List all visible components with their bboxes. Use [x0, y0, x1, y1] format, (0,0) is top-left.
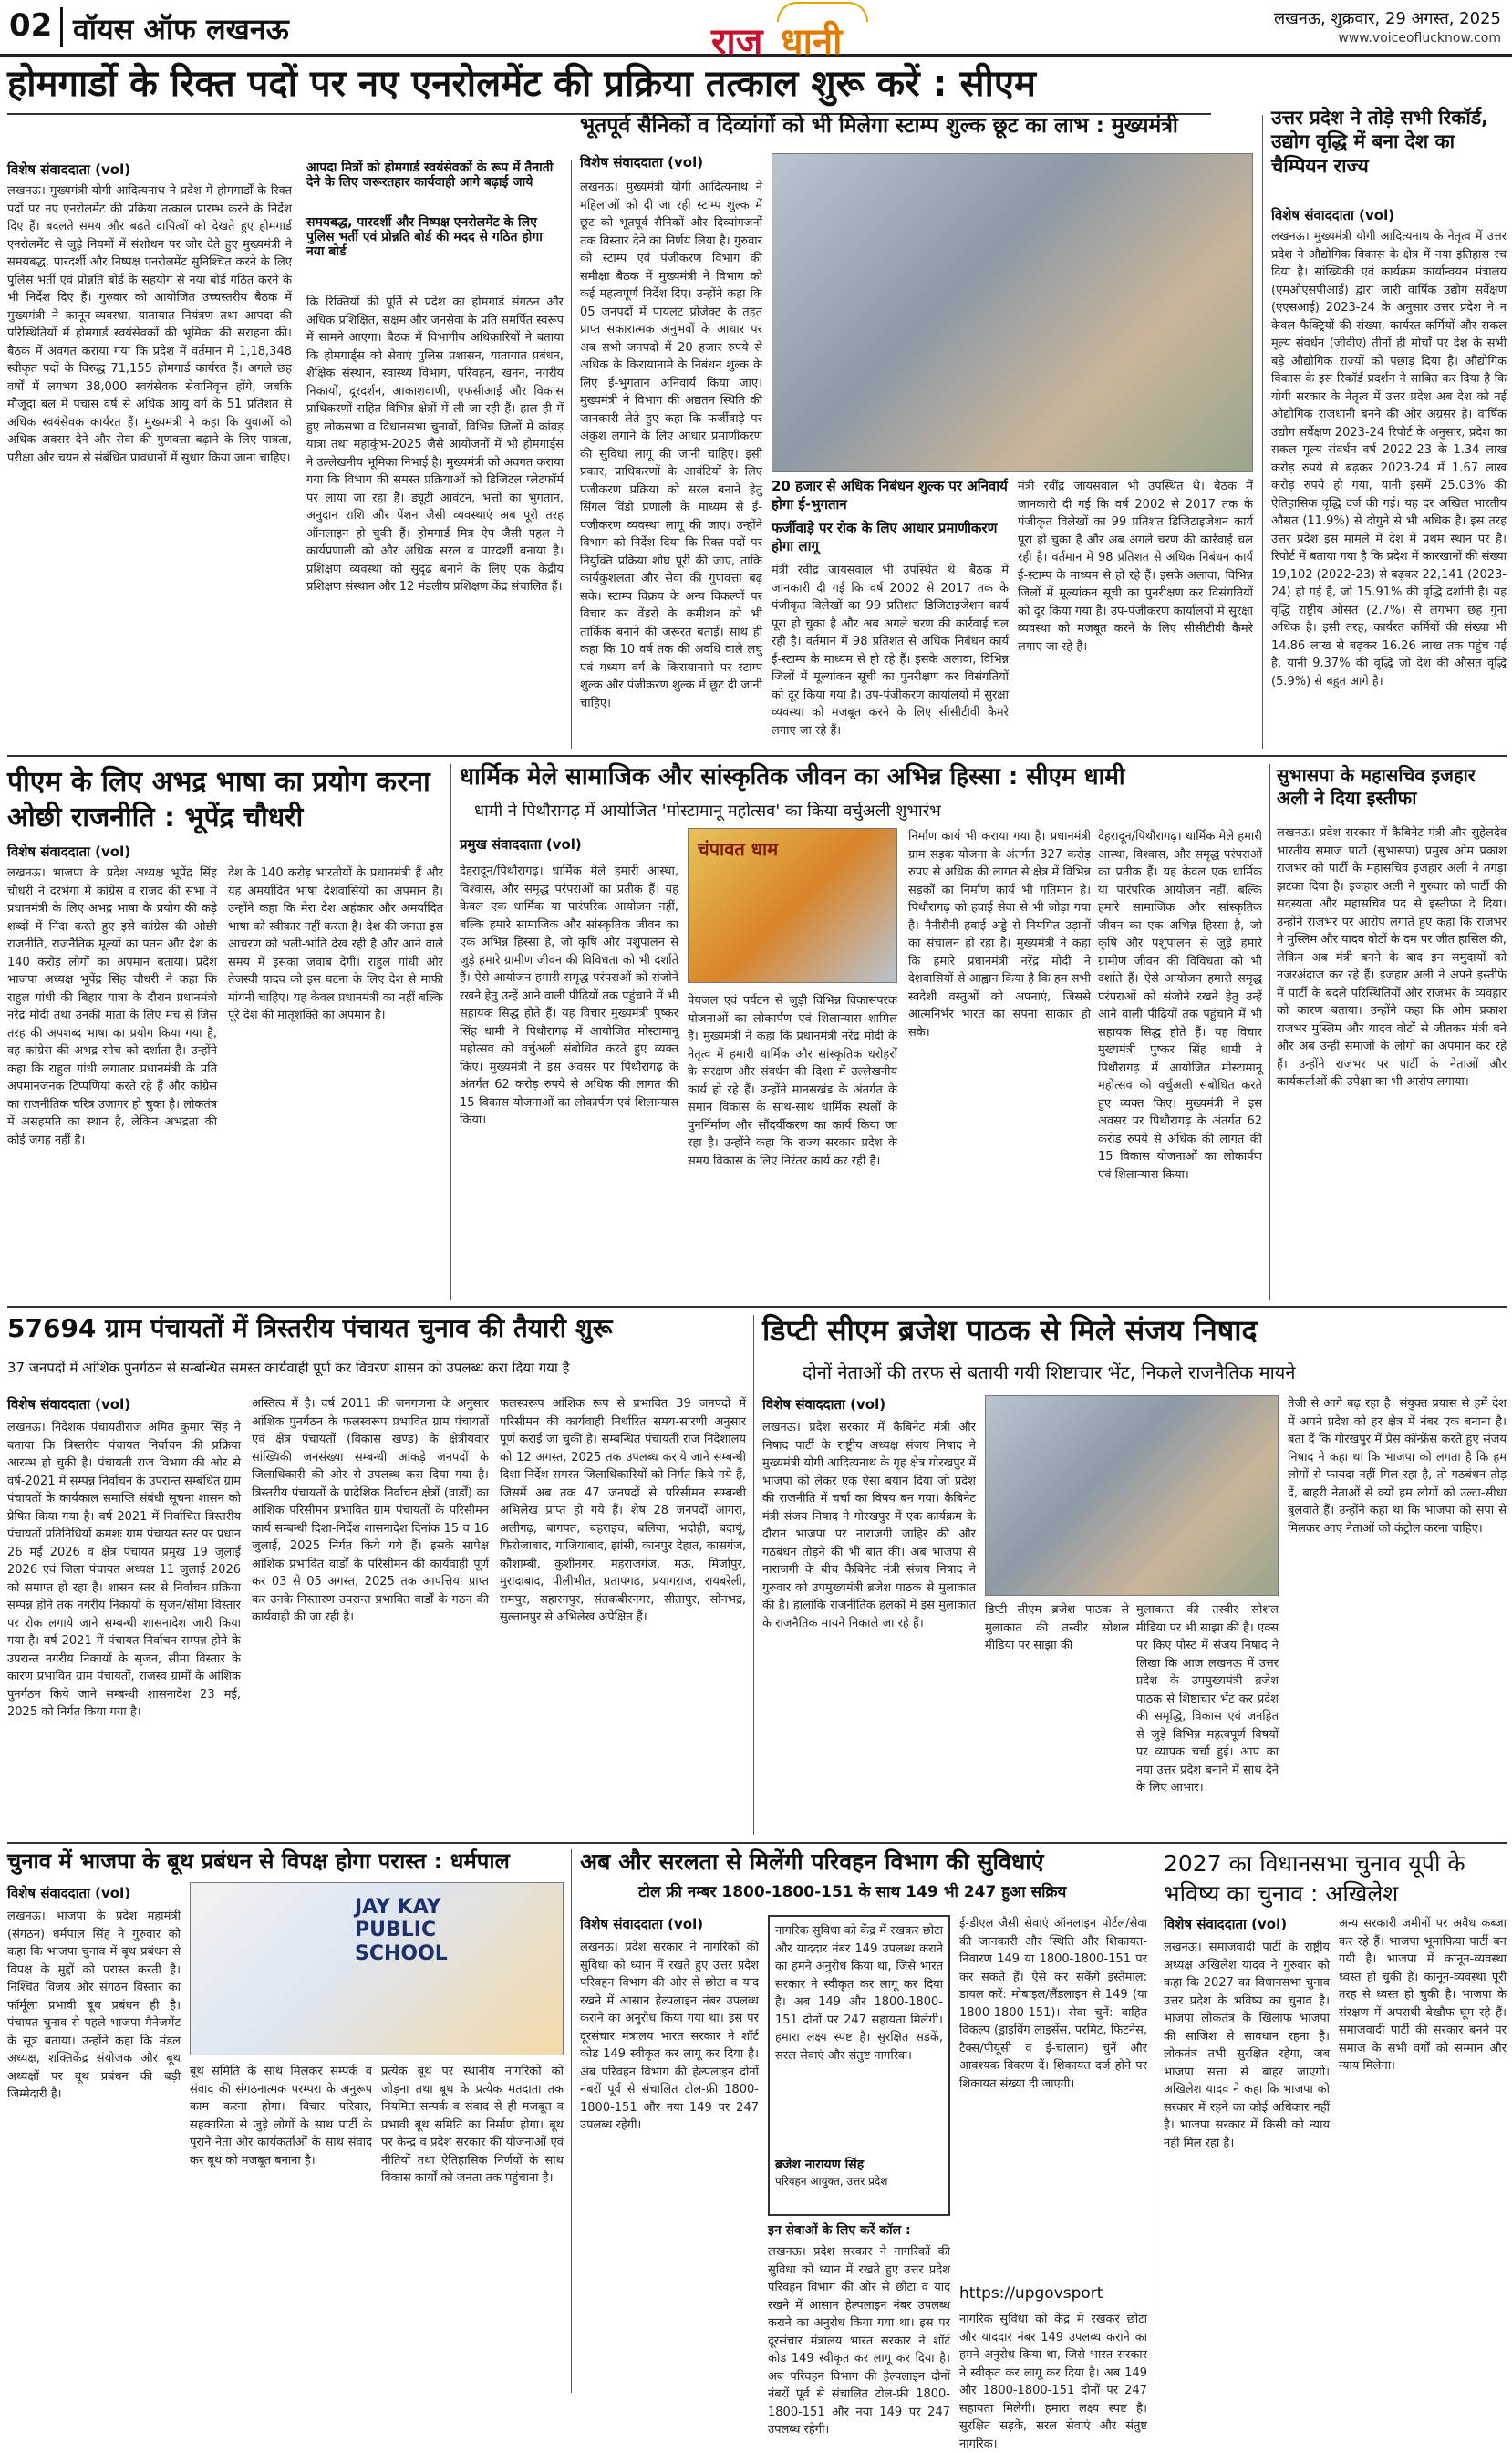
- story8-body: लखनऊ। प्रदेश सरकार में कैबिनेट मंत्री और निषाद पार्टी के राष्ट्रीय अध्यक्ष संजय निषाद ने मुख्यमंत्री योगी आदित्यनाथ के गृह क्षेत्र गोरखपुर में भाजपा को लेकर एक ऐसा बयान दिया जो प्रदेश की राजनीति में चर्चा का विषय बन गया। कैबिनेट मंत्री संजय निषाद ने गोरखपुर में एक कार्यक्रम के दौरान भाजपा पर नाराजगी जाहिर की और गठबंधन तोड़ने की भी बात की। अब भाजपा से नाराजगी के बीच कैबिनेट मंत्री संजय निषाद ने गुरुवार को उपमुख्यमंत्री ब्रजेश पाठक से मुलाकात की है। हालांकि राजनीतिक हलकों में इस मुलाकात के राजनैतिक मायने निकाले जा रहे हैं।: [762, 1421, 976, 1630]
- story11-body: लखनऊ। समाजवादी पार्टी के राष्ट्रीय अध्यक्ष अखिलेश यादव ने गुरुवार को कहा कि 2027 का विधानसभा चुनाव उत्तर प्रदेश के भविष्य का चुनाव है। भाजपा लोकतंत्र के खिलाफ भाजपा की साजिश से सावधान रहना है। लोकतंत्र तभी सुरक्षित रहेगा, जब भाजपा सत्ता से बाहर जाएगी। अखिलेश यादव ने कहा कि भाजपा को सरकार में रहने का कोई अधिकार नहीं है। भाजपा सरकार में किसी को न्याय नहीं मिल रहा है।: [1164, 1941, 1330, 2150]
- story6-headline: सुभासपा के महासचिव इजहार अली ने दिया इस्तीफा: [1277, 764, 1476, 809]
- page-number: 02: [9, 7, 53, 44]
- story1-highlight-2: समयबद्ध, पारदर्शी और निष्पक्ष एनरोलमेंट के लिए पुलिस भर्ती एवं प्रोन्नति बोर्ड की मदद से गठित होगा नया बोर्ड: [306, 215, 543, 260]
- divider: [7, 755, 1507, 757]
- portal-link[interactable]: https://upgovsport: [959, 2284, 1103, 2303]
- quote-signature-role: परिवहन आयुक्त, उत्तर प्रदेश: [775, 2175, 888, 2188]
- website-link[interactable]: www.voiceoflucknow.com: [1338, 31, 1501, 46]
- story8-headline: डिप्टी सीएम ब्रजेश पाठक से मिले संजय निषाद: [762, 1313, 1258, 1348]
- story1-byline: विशेष संवाददाता (vol): [7, 161, 131, 178]
- dhami-photo: [688, 828, 897, 983]
- story1-body-cont: कि रिक्तियों की पूर्ति से प्रदेश का होमगार्ड संगठन और अधिक प्रशिक्षित, सक्षम और जनसेवा के प्रति समर्पित स्वरूप में सामने आएगा। बैठक में विभागीय अधिकारियों ने बताया कि होमगार्ड्स को सेवाएं पुलिस प्रशासन, यातायात प्रबंधन, शैक्षिक संस्थान, स्वास्थ्य विभाग, परिवहन, खनन, नगरीय निकायों, दूरदर्शन, आकाशवाणी, एफसीआई और विकास प्राधिकरणों सहित विभिन्न क्षेत्रों में ली जा रही हैं। हाल ही में हुए लोकसभा व विधानसभा चुनावों, विभिन्न जिलों में कांवड़ यात्रा तथा महाकुंभ-2025 जैसे आयोजनों में भी होमगार्ड्स ने उल्लेखनीय भूमिका निभाई है। मुख्यमंत्री को अवगत कराया गया कि विभाग की समस्त प्रक्रियाओं को डिजिटल प्लेटफॉर्म पर लाया जा रहा है। ड्यूटी आवंटन, भत्तों का भुगतान, अनुदान राशि और पेंशन जैसी व्यवस्थाएं अब पूरी तरह ऑनलाइन हो चुकी हैं। होमगार्ड मित्र ऐप जैसी पहल ने कार्यप्रणाली को और अधिक सरल व पारदर्शी बनाया है। प्रशिक्षण व्यवस्था को सुदृढ़ बनाने के लिए एक केंद्रीय प्रशिक्षण संस्थान और 12 मंडलीय प्रशिक्षण केंद्र संचालित हैं।: [306, 295, 564, 594]
- logo-text-2: धानी: [781, 20, 843, 63]
- event-photo: [190, 1882, 564, 2055]
- story9-body-cont-2: प्रत्येक बूथ पर स्थानीय नागरिकों को जोड़ना तथा बूथ के प्रत्येक मतदाता तक नियमित सम्पर्क व संवाद से ही मजबूत व प्रभावी बूथ समिति का निर्माण होगा। बूथ पर केन्द्र व प्रदेश सरकार की योजनाओं एवं नीतियों तथा ऐतिहासिक निर्णयों के साथ विकास कार्यों को जनता तक पहुंचाना है।: [381, 2065, 564, 2185]
- story4-byline: विशेष संवाददाता (vol): [7, 844, 131, 860]
- newspaper-logo: [693, 2, 875, 63]
- school-banner-text: JAY KAY PUBLIC SCHOOL: [355, 1896, 448, 1965]
- story5-body-cont: पेयजल एवं पर्यटन से जुड़ी विभिन्न विकासपरक योजनाओं का लोकार्पण एवं शिलान्यास शामिल हैं। मुख्यमंत्री ने कहा कि प्रधानमंत्री नरेंद्र मोदी के नेतृत्व में हमारी धार्मिक और सांस्कृतिक धरोहरों के संरक्षण और संवर्धन की दिशा में उल्लेखनीय कार्य हो रहे हैं। उन्होंने मानसखंड के अंतर्गत के समान विकास के साथ-साथ धार्मिक स्थलों के पुनर्निर्माण और सौंदर्यीकरण का कार्य किया जा रहा है। उन्होंने कहा कि राज्य सरकार प्रदेश के समग्र विकास के लिए निरंतर कार्य कर रही है।: [688, 994, 897, 1168]
- story2-caption-2: फर्जीवाड़े पर रोक के लिए आधार प्रमाणीकरण होगा लागू: [772, 520, 1009, 555]
- story7-headline: 57694 ग्राम पंचायतों में त्रिस्तरीय पंचायत चुनाव की तैयारी शुरू: [7, 1313, 613, 1343]
- story5-body-cont-3: देहरादून/पिथौरागढ़। धार्मिक मेले हमारी आस्था, विश्वास, और समृद्ध परंपराओं का प्रतीक हैं। यह केवल एक धार्मिक या पारंपरिक आयोजन नहीं, बल्कि हमारे सामाजिक और सांस्कृतिक जीवन का एक अभिन्न हिस्सा है, जो कृषि और पशुपालन से जुड़े हमारे ग्रामीण जीवन की विविधता को भी दर्शाते हैं। ऐसे आयोजन हमारी समृद्ध परंपराओं को संजोने रखने हेतु उन्हें आने वाली पीढ़ियों तक पहुंचाने में भी सहायक सिद्ध होते हैं। यह विचार मुख्यमंत्री पुष्कर सिंह धामी ने पिथौरागढ़ में आयोजित मोस्टामानू महोत्सव को वर्चुअली संबोधित करते हुए व्यक्त किए। मुख्यमंत्री ने इस अवसर पर पिथौरागढ़ के अंतर्गत 62 करोड़ रुपये से अधिक की लागत की 15 विकास योजनाओं का लोकार्पण एवं शिलान्यास किया।: [1098, 830, 1262, 1182]
- story8-byline: विशेष संवाददाता (vol): [762, 1396, 886, 1413]
- story2-body: लखनऊ। मुख्यमंत्री योगी आदित्यनाथ ने महिलाओं को दी जा रही स्टाम्प शुल्क में छूट को भूतपूर्व सैनिकों और दिव्यांगजनों तक विस्तार देने का निर्णय लिया है। गुरुवार को स्टाम्प एवं पंजीकरण विभाग की समीक्षा बैठक में मुख्यमंत्री ने विभाग को कई महत्वपूर्ण निर्देश दिए। उन्होंने कहा कि 05 जनपदों में पायलट प्रोजेक्ट के तहत प्राप्त सकारात्मक अनुभवों के आधार पर अब सभी जनपदों में 20 हजार रुपये से अधिक के किरायानामे के निबंधन शुल्क के लिए ई-भुगतान अनिवार्य किया जाए। मुख्यमंत्री ने विभाग की अद्यतन स्थिति की जानकारी लेते हुए कहा कि फर्जीवाड़े पर अंकुश लगाने के लिए आधार प्रमाणीकरण की सुविधा लागू की जानी चाहिए। इसी प्रकार, प्राधिकरणों के आवंटियों के लिए पंजीकरण प्रक्रिया को सरल बनाने हेतु सिंगल विंडो प्रणाली के माध्यम से ई-पंजीकरण व्यवस्था लागू की जाए। उन्होंने विभाग को निर्देश दिया कि रिक्त पदों पर नियुक्ति प्रक्रिया शीघ्र पूरी की जाए, ताकि कार्यकुशलता और सेवा की गुणवत्ता बढ़ सके। स्टाम्प विक्रय के अन्य विकल्पों पर विचार कर वेंडरों के कमीशन को भी तार्किक बनाने की जरूरत बताई। साथ ही कहा कि 10 वर्ष तक की अवधि वाले लघु एवं मध्यम वर्ग के किरायानामे पर स्टाम्प शुल्क और पंजीकरण शुल्क में छूट दी जानी चाहिए।: [580, 181, 762, 710]
- story5-subhead: धामी ने पिथौरागढ़ में आयोजित 'मोस्टामानू महोत्सव' का किया वर्चुअली शुभारंभ: [474, 802, 941, 821]
- quote-text: नागरिक सुविधा को केंद्र में रखकर छोटा और याददार नंबर 149 उपलब्ध कराने का हमने अनुरोध किया था, जिसे भारत सरकार ने स्वीकृत कर लागू कर दिया है। अब 149 और 1800-1800-151 दोनों पर 247 सहायता मिलेगी। हमारा लक्ष्य स्पष्ट है। सुरक्षित सड़कें, सरल सेवाएं और संतुष्ट नागरिक।: [775, 1924, 943, 2063]
- story9-body: लखनऊ। भाजपा के प्रदेश महामंत्री (संगठन) धर्मपाल सिंह ने गुरुवार को कहा कि भाजपा चुनाव में बूथ प्रबंधन से विपक्ष के मुद्दों को परास्त करती है। निश्चित विजय और संगठन विस्तार का फॉर्मूला प्रभावी बूथ प्रबंधन ही है। पंचायत चुनाव से पहले भाजपा मैनेजमेंट के सूत्र बताया। उन्होंने कहा कि मंडल अध्यक्ष, शक्तिकेंद्र संयोजक और बूथ अध्यक्षों पर बूथ प्रबंधन की बड़ी जिम्मेदारी है।: [7, 1910, 181, 2101]
- meeting-photo: [772, 153, 1253, 472]
- story10-body: लखनऊ। प्रदेश सरकार ने नागरिकों की सुविधा को ध्यान में रखते हुए उत्तर प्रदेश परिवहन विभाग की ओर से छोटा व याद रखने में आसान हेल्पलाइन नंबर उपलब्ध कराने का अनुरोध किया गया था। इस पर दूरसंचार मंत्रालय भारत सरकार ने शॉर्ट कोड 149 स्वीकृत कर लागू कर दिया है। अब परिवहन विभाग की हेल्पलाइन दोनों नंबरों पूर्व से संचालित टोल-फ्री 1800-1800-151 और नया 149 पर 247 उपलब्ध रहेगी।: [580, 1941, 759, 2132]
- divider: [7, 1306, 1507, 1308]
- story7-subhead: 37 जनपदों में आंशिक पुनर्गठन से सम्बन्धित समस्त कार्यवाही पूर्ण कर विवरण शासन को उपलब्ध करा दिया गया है: [7, 1360, 570, 1376]
- column-rule: [1262, 115, 1263, 749]
- meeting-photo-nishad: [985, 1395, 1279, 1596]
- story1-body: लखनऊ। मुख्यमंत्री योगी आदित्यनाथ ने प्रदेश में होमगार्डों के रिक्त पदों पर नए एनरोलमेंट की प्रक्रिया तत्काल प्रारम्भ करने के निर्देश दिए हैं। बदलते समय और बढ़ते दायित्वों को देखते हुए होमगार्ड एनरोलमेंट से जुड़े नियमों में संशोधन पर जोर देते हुए मुख्यमंत्री ने समयबद्ध, पारदर्शी और निष्पक्ष एनरोलमेंट सुनिश्चित करने के लिए पुलिस भर्ती एवं प्रोन्नति बोर्ड के सहयोग से नया बोर्ड गठित करने के भी निर्देश दिए हैं। गुरुवार को आयोजित उच्चस्तरीय बैठक में मुख्यमंत्री ने कानून-व्यवस्था, यातायात नियंत्रण तथा आपदा की परिस्थितियों में होमगार्ड स्वयंसेवकों की भूमिका की सराहना की। बैठक में अवगत कराया गया कि प्रदेश में वर्तमान में 1,18,348 स्वीकृत पदों के विरुद्ध 71,155 होमगार्ड कार्यरत हैं। अगले छह वर्षों में लगभग 38,000 स्वयंसेवक सेवानिवृत्त होंगे, जबकि मौजूदा बल में पचास वर्ष से अधिक आयु वर्ग के 51 प्रतिशत से अधिक स्वयंसेवक कार्यरत हैं। मुख्यमंत्री ने कहा कि युवाओं को अधिक अवसर देने और सेवा की गुणवत्ता बढ़ाने के लिए पात्रता, परीक्षा और चयन से संबंधित प्रावधानों में सुधार किया जाना चाहिए।: [7, 184, 292, 465]
- story2-extra: मंत्री रवींद्र जायसवाल भी उपस्थित थे। बैठक में जानकारी दी गई कि वर्ष 2002 से 2017 तक के पंजीकृत विलेखों का 99 प्रतिशत डिजिटाइजेशन कार्य पूरा हो चुका है और अब अगले चरण की कार्रवाई चल रही है। वर्तमान में 98 प्रतिशत से अधिक निबंधन कार्य ई-स्टाम्प के माध्यम से हो रहे हैं। इसके अलावा, विभिन्न जिलों में मूल्यांकन सूची का पुनरीक्षण कर विसंगतियों को दूर किया गया है। उप-पंजीकरण कार्यालयों में सुरक्षा व्यवस्था को मजबूत करने के लिए सीसीटीवी कैमरे लगाए जा रहे हैं।: [772, 564, 1009, 738]
- story6-body: लखनऊ। प्रदेश सरकार में कैबिनेट मंत्री और सुहेलदेव भारतीय समाज पार्टी (सुभासपा) प्रमुख ओम प्रकाश राजभर को पार्टी के महासचिव इजहार अली ने तगड़ा झटका दिया है। इजहार अली ने गुरुवार को पार्टी की सदस्यता और महासचिव पद से इस्तीफा दे दिया। उन्होंने राजभर पर आरोप लगाते हुए कहा कि राजभर ने मुस्लिम और यादव वोटों के दम पर जीत हासिल की, लेकिन अब मंत्री बनने के बाद इन समुदायों को नजरअंदाज कर रहे हैं। इजहार अली ने अपने इस्तीफे में पार्टी के बदले परिस्थितियों और राजभर के व्यवहार को कारण बताया। उन्होंने कहा कि ओम प्रकाश राजभर मुस्लिम और यादव वोटों से जीतकर मंत्री बने और अब उन्हीं समाजों के लोगों का अपमान कर रहे हैं। उन्होंने राजभर पर पार्टी के नेताओं और कार्यकर्ताओं की उपेक्षा का भी आरोप लगाया।: [1277, 826, 1507, 1089]
- story10-body-cont: ई-डीएल जैसी सेवाएं ऑनलाइन पोर्टल/सेवा की जानकारी और स्थिति और शिकायत-निवारण 149 या 1800-1800-151 पर कर सकते हैं। ऐसे कर सकेंगे इस्तेमाल: डायल करें: मोबाइल/लैंडलाइन से 149 (या 1800-1800-151)। सेवा चुनें: वाहित विकल्प (ड्राइविंग लाइसेंस, परमिट, फिटनेस, टैक्स/पीयूसी व ई-चालान) चुनें और आवश्यक विवरण दें। शिकायत दर्ज होने पर शिकायत संख्या दी जाएगी।: [959, 1917, 1147, 2091]
- masthead: [0, 0, 1512, 63]
- story7-body: लखनऊ। निदेशक पंचायतीराज अमित कुमार सिंह ने बताया कि त्रिस्तरीय पंचायत निर्वाचन की प्रक्रिया आरम्भ हो चुकी है। पंचायती राज विभाग की ओर से वर्ष-2021 में सम्पन्न निर्वाचन के उपरान्त सम्बंधित ग्राम पंचायतों के कार्यकाल समाप्ति संबंधी सूचना शासन को प्रेषित किया गया है। वर्ष 2021 में निर्वाचित त्रिस्तरीय पंचायतों प्रतिनिधियों क्रमशः ग्राम पंचायत स्तर पर प्रधान 26 मई 2026 व क्षेत्र पंचायत प्रमुख 19 जुलाई 2026 एवं जिला पंचायत अध्यक्ष 11 जुलाई 2026 को समाप्त हो रहा है। शासन स्तर से निर्वाचन प्रक्रिया सम्पन्न होने तक नगरीय निकायों के सृजन/सीमा विस्तार पर रोक लगाये जाने सम्बन्धी शासनादेश जारी किया गया है। वर्ष 2021 में पंचायत निर्वाचन सम्पन्न होने के उपरान्त नगरीय निकायों के सृजन, सीमा विस्तार के कारण प्रभावित ग्राम पंचायतों, राजस्व ग्रामों के आंशिक पुनर्गठन किये जाने सम्बन्धी शासनादेश 23 मई, 2025 को निर्गत किया गया है।: [7, 1421, 241, 1719]
- services-list: लखनऊ। प्रदेश सरकार ने नागरिकों की सुविधा को ध्यान में रखते हुए उत्तर प्रदेश परिवहन विभाग की ओर से छोटा व याद रखने में आसान हेल्पलाइन नंबर उपलब्ध कराने का अनुरोध किया गया था। इस पर दूरसंचार मंत्रालय भारत सरकार ने शॉर्ट कोड 149 स्वीकृत कर लागू कर दिया है। अब परिवहन विभाग की हेल्पलाइन दोनों नंबरों पूर्व से संचालित टोल-फ्री 1800-1800-151 और नया 149 पर 247 उपलब्ध रहेगी।: [768, 2245, 950, 2437]
- story8-photo-caption: डिप्टी सीएम ब्रजेश पाठक से मुलाकात की तस्वीर सोशल मीडिया पर साझा की: [985, 1603, 1129, 1652]
- issue-date: लखनऊ, शुक्रवार, 29 अगस्त, 2025: [1273, 9, 1501, 28]
- logo-text-1: राज: [711, 20, 763, 63]
- photo-banner-text: चंपावत धाम: [698, 838, 779, 860]
- story5-headline: धार्मिक मेले सामाजिक और सांस्कृतिक जीवन का अभिन्न हिस्सा : सीएम धामी: [460, 763, 1125, 791]
- quote-box: [768, 1915, 950, 2216]
- story2-byline: विशेष संवाददाता (vol): [580, 154, 704, 171]
- story11-headline: 2027 का विधानसभा चुनाव यूपी के भविष्य का चुनाव : अखिलेश: [1164, 1850, 1465, 1907]
- column-rule: [1269, 764, 1270, 1300]
- story1-headline: होमगार्डो के रिक्त पदों पर नए एनरोलमेंट की प्रक्रिया तत्काल शुरू करें : सीएम: [7, 63, 1036, 105]
- story4-body-cont: देश के 140 करोड़ भारतीयों के प्रधानमंत्री हैं और यह अमर्यादित भाषा देशवासियों का अपमान है। उन्होंने कहा कि मेरा देश अहंकार और अमर्यादित भाषा को स्वीकार नहीं करता है। देश की जनता इस आचरण को भली-भांति देख रही है और आने वाले समय में इसका जवाब देगी। राहुल गांधी और तेजस्वी यादव को इस घटना के लिए देश से माफी मांगनी चाहिए। यह केवल प्रधानमंत्री का नहीं बल्कि पूरे देश की मातृशक्ति का अपमान है।: [228, 866, 443, 1022]
- story8-body-cont-2: तेजी से आगे बढ़ रहा है। संयुक्त प्रयास से हमें देश में अपने प्रदेश को हर क्षेत्र में नंबर एक बनाना है। बता दें कि गोरखपुर में प्रेस कॉन्फ्रेंस करते हुए संजय निषाद ने कहा था कि भाजपा को लगता है कि हम लोगों से फायदा नहीं मिल रहा है, तो गठबंधन तोड़ दें, बाहरी नेताओं से क्यों हम लोगों को उल्टा-सीधा बुलवाते हैं। उन्होंने कहा था कि भाजपा को सपा से मिलकर आए नेताओं को कंट्रोल करना चाहिए।: [1288, 1397, 1507, 1536]
- story5-byline: प्रमुख संवाददाता (vol): [460, 836, 582, 853]
- story11-body-cont: अन्य सरकारी जमीनों पर अवैध कब्जा कर रहे हैं। भाजपा भूमाफिया पार्टी बन गयी है। भाजपा में कानून-व्यवस्था ध्वस्त हो चुकी है। कानून-व्यवस्था पूरी तरह से ध्वस्त हो चुकी है। भाजपा के संरक्षण में अपराधी बेखौफ घूम रहे हैं। समाजवादी पार्टी की सरकार बनने पर समाज के सभी वर्गों को सम्मान और न्याय मिलेगा।: [1339, 1917, 1507, 2073]
- story3-byline: विशेष संवाददाता (vol): [1271, 207, 1395, 223]
- story4-body: लखनऊ। भाजपा के प्रदेश अध्यक्ष भूपेंद्र सिंह चौधरी ने दरभंगा में कांग्रेस व राजद की सभा में प्रधानमंत्री के लिए अभद्र भाषा के प्रयोग की कड़े शब्दों में निंदा करते हुए इसे कांग्रेस की ओछी राजनीति, राजनैतिक मूल्यों का पतन और देश के 140 करोड़ लोगों का अपमान बताया। प्रदेश भाजपा अध्यक्ष भूपेंद्र सिंह चौधरी ने कहा कि राहुल गांधी की बिहार यात्रा के दौरान प्रधानमंत्री नरेंद्र मोदी तथा उनकी माता के लिए मंच से जिस तरह की अपशब्द भाषा का प्रयोग किया गया है, वह कांग्रेस की अभद्र सोच को दर्शाता है। उन्होंने कहा कि राहुल गांधी लगातार प्रधानमंत्री के प्रति अपमानजनक टिप्पणियां करते रहे हैं और कांग्रेस का राजनीतिक चरित्र उजागर हो चुका है। लोकतंत्र में असहमति का स्थान है, लेकिन अभद्रता की कोई जगह नहीं है।: [7, 866, 217, 1147]
- story3-body: लखनऊ। मुख्यमंत्री योगी आदित्यनाथ के नेतृत्व में उत्तर प्रदेश ने औद्योगिक विकास के क्षेत्र में नया इतिहास रच दिया है। सांख्यिकी एवं कार्यक्रम कार्यान्वयन मंत्रालय (एमओएसपीआई) द्वारा जारी वार्षिक उद्योग सर्वेक्षण (एएसआई) 2023-24 के अनुसार उत्तर प्रदेश ने न केवल फैक्ट्रियों की संख्या, कार्यरत कर्मियों और सकल मूल्य संवर्धन (जीवीए) तीनों ही मोर्चों पर देश के सभी बड़े औद्योगिक राज्यों को पछाड़ दिया है। औद्योगिक विकास के इस रिकॉर्ड प्रदर्शन ने साबित कर दिया है कि योगी सरकार के नेतृत्व में उत्तर प्रदेश अब देश को नई औद्योगिक राजधानी बनने की ओर अग्रसर है। वार्षिक उद्योग सर्वेक्षण 2023-24 रिपोर्ट के अनुसार, प्रदेश का सकल मूल्य संवर्धन वर्ष 2022-23 के 1.34 लाख करोड़ रुपये से बढ़कर 2023-24 में 1.67 लाख करोड़ रुपये हो गया, यानी इसमें 25.03% की ऐतिहासिक वृद्धि दर्ज की गई। यह दर अखिल भारतीय औसत (11.9%) से दोगुने से भी अधिक है। इस तरह उत्तर प्रदेश इस मामले में देश में प्रथम स्थान पर है। रिपोर्ट में बताया गया है कि प्रदेश में कारखानों की संख्या 19,102 (2022-23) से बढ़कर 22,141 (2023-24) हो गई है, जो 15.91% की वृद्धि दर्शाती है। यह वृद्धि राष्ट्रीय औसत (2.7%) से लगभग छह गुना अधिक है। इसी तरह, कार्यरत कर्मियों की संख्या भी 14.86 लाख से बढ़कर 16.26 लाख तक पहुंच गई है, यानी 9.37% की वृद्धि जो देश की औसत वृद्धि (5.9%) से बहुत आगे है।: [1271, 230, 1507, 688]
- column-rule: [571, 1849, 572, 2393]
- story5-body-cont-2: निर्माण कार्य भी कराया गया है। प्रधानमंत्री ग्राम सड़क योजना के अंतर्गत 327 करोड़ रुपए से अधिक की लागत से क्षेत्र में विभिन्न सड़कों का निर्माण कार्य भी गतिमान है। पिथौरागढ़ को हवाई सेवा से भी जोड़ा गया है। नैनीसैनी हवाई अड्डे से नियमित उड़ानों का संचालन हो रहा है। मुख्यमंत्री ने कहा कि हमारे प्रधानमंत्री नरेंद्र मोदी ने देशवासियों से आह्वान किया है कि हम सभी स्वदेशी वस्तुओं को अपनाएं, जिससे आत्मनिर्भर भारत का सपना साकार हो सके।: [908, 830, 1091, 1040]
- column-rule: [753, 1315, 754, 1835]
- story8-body-cont: मुलाकात की तस्वीर सोशल मीडिया पर भी साझा की है। एक्स पर किए पोस्ट में संजय निषाद ने लिखा कि आज लखनऊ में उत्तर प्रदेश के उपमुख्यमंत्री ब्रजेश पाठक से शिष्टाचार भेंट कर प्रदेश की समृद्धि, विकास एवं जनहित से जुड़े विभिन्न महत्वपूर्ण विषयों पर व्यापक चर्चा हुई। आप का नया उत्तर प्रदेश बनाने में साथ देने के लिए आभार।: [1136, 1603, 1279, 1795]
- story7-byline: विशेष संवाददाता (vol): [7, 1396, 131, 1413]
- story2-headline: भूतपूर्व सैनिकों व दिव्यांगों को भी मिलेगा स्टाम्प शुल्क छूट का लाभ : मुख्यमंत्री: [580, 114, 1178, 138]
- story10-byline: विशेष संवाददाता (vol): [580, 1916, 704, 1932]
- story2-body-cont: मंत्री रवींद्र जायसवाल भी उपस्थित थे। बैठक में जानकारी दी गई कि वर्ष 2002 से 2017 तक के पंजीकृत विलेखों का 99 प्रतिशत डिजिटाइजेशन कार्य पूरा हो चुका है और अब अगले चरण की कार्रवाई चल रही है। वर्तमान में 98 प्रतिशत से अधिक निबंधन कार्य ई-स्टाम्प के माध्यम से हो रहे हैं। इसके अलावा, विभिन्न जिलों में मूल्यांकन सूची का पुनरीक्षण कर विसंगतियों को दूर किया गया है। उप-पंजीकरण कार्यालयों में सुरक्षा व्यवस्था को मजबूत करने के लिए सीसीटीवी कैमरे लगाए जा रहे हैं।: [1018, 480, 1253, 654]
- story10-body-cont-2: नागरिक सुविधा को केंद्र में रखकर छोटा और याददार नंबर 149 उपलब्ध कराने का हमने अनुरोध किया था, जिसे भारत सरकार ने स्वीकृत कर लागू कर दिया है। अब 149 और 1800-1800-151 दोनों पर 247 सहायता मिलेगी। हमारा लक्ष्य स्पष्ट है। सुरक्षित सड़कें, सरल सेवाएं और संतुष्ट नागरिक।: [959, 2313, 1147, 2451]
- column-rule: [571, 160, 572, 749]
- story9-byline: विशेष संवाददाता (vol): [7, 1885, 131, 1901]
- story5-body: देहरादून/पिथौरागढ़। धार्मिक मेले हमारी आस्था, विश्वास, और समृद्ध परंपराओं का प्रतीक हैं। यह केवल एक धार्मिक या पारंपरिक आयोजन नहीं, बल्कि हमारे सामाजिक और सांस्कृतिक जीवन का एक अभिन्न हिस्सा है, जो कृषि और पशुपालन से जुड़े हमारे ग्रामीण जीवन की विविधता को भी दर्शाते हैं। ऐसे आयोजन हमारी समृद्ध परंपराओं को संजोने रखने हेतु उन्हें आने वाली पीढ़ियों तक पहुंचाने में भी सहायक सिद्ध होते हैं। यह विचार मुख्यमंत्री पुष्कर सिंह धामी ने पिथौरागढ़ में आयोजित मोस्टामानू महोत्सव को वर्चुअली संबोधित करते हुए व्यक्त किए। मुख्यमंत्री ने इस अवसर पर पिथौरागढ़ के अंतर्गत 62 करोड़ रुपये से अधिक की लागत की 15 विकास योजनाओं का लोकार्पण एवं शिलान्यास किया।: [460, 864, 678, 1127]
- story10-subhead: टोल फ्री नम्बर 1800-1800-151 के साथ 149 भी 247 हुआ सक्रिय: [638, 1883, 1067, 1901]
- story1-highlight-1: आपदा मित्रों को होमगार्ड स्वयंसेवकों के रूप में तैनाती देने के लिए जरूरतहार कार्यवाही आगे बढ़ाई जाये: [306, 160, 554, 191]
- masthead-divider: [60, 7, 63, 47]
- story10-headline: अब और सरलता से मिलेंगी परिवहन विभाग की सुविधाएं: [580, 1848, 1044, 1875]
- story7-body-cont: अस्तित्व में है। वर्ष 2011 की जनगणना के अनुसार आंशिक पुनर्गठन के फलस्वरूप प्रभावित ग्राम पंचायतों एवं क्षेत्र पंचायतों (विकास खण्ड) के क्षेत्रीयवार सांख्यिकी जनसंख्या सम्बन्धी आंकड़े जनपदों के जिलाधिकारी की ओर से उपलब्ध करा दिया गया है। त्रिस्तरीय पंचायतों के प्रादेशिक निर्वाचन क्षेत्रों (वार्डों) का आंशिक परिसीमन प्रभावित ग्राम पंचायतों के परिसीमन कार्य सम्बन्धी दिशा-निर्देश शासनादेश दिनांक 15 व 16 जुलाई, 2025 निर्गत किये गये हैं। इसके सापेक्ष आंशिक प्रभावित वार्डों के परिसीमन की कार्यवाही पूर्ण कर 03 से 05 अगस्त, 2025 तक आपत्तियां प्राप्त कर उनके निस्तारण उपरान्त प्रभावित वार्डों के गठन की कार्यवाही की जा रही है।: [252, 1397, 489, 1624]
- story3-headline: उत्तर प्रदेश ने तोड़े सभी रिकॉर्ड, उद्योग वृद्धि में बना देश का चैम्पियन राज्य: [1271, 107, 1489, 177]
- story11-byline: विशेष संवाददाता (vol): [1164, 1916, 1288, 1932]
- story7-body-cont-2: फलस्वरूप आंशिक रूप से प्रभावित 39 जनपदों में परिसीमन की कार्यवाही निर्धारित समय-सारणी अनुसार पूर्ण कराई जा चुकी है। सम्बन्धित पंचायती राज निदेशालय को 12 अगस्त, 2025 तक उपलब्ध कराये जाने सम्बन्धी दिशा-निर्देश समस्त जिलाधिकारियों को निर्गत किये गये हैं, जिसमें अब तक 47 जनपदों से परिसीमन सम्बन्धी अभिलेख प्राप्त हो गये हैं। शेष 28 जनपदों आगरा, अलीगढ़, बागपत, बहराइच, बलिया, भदोही, बदायूं, फिरोजाबाद, गाजियाबाद, झांसी, कानपुर देहात, कासगंज, कौशाम्बी, कुशीनगर, महराजगंज, मऊ, मिर्जापुर, मुरादाबाद, पीलीभीत, प्रतापगढ़, प्रयागराज, रायबरेली, रामपुर, सहारनपुर, संतकबीरनगर, सीतापुर, सोनभद्र, सुल्तानपुर से अभिलेख अपेक्षित हैं।: [500, 1397, 746, 1624]
- story9-body-cont: बूथ समिति के साथ मिलकर सम्पर्क व संवाद की संगठनात्मक परम्परा के अनुरूप काम करना होगा। विचार परिवार, सहकारिता से जुड़े लोगों के साथ पार्टी के पुराने नेता और कार्यकर्ताओं के साथ संवाद कर बूथ को मजबूत बनाना है।: [190, 2065, 372, 2168]
- story2-caption-1: 20 हजार से अधिक निबंधन शुल्क पर अनिवार्य होगा ई-भुगतान: [772, 478, 1008, 512]
- section-title: वॉयस ऑफ लखनऊ: [73, 12, 289, 47]
- quote-signature: ब्रजेश नारायण सिंह: [775, 2158, 865, 2172]
- story8-subhead: दोनों नेताओं की तरफ से बतायी गयी शिष्टाचार भेंट, निकले राजनैतिक मायने: [803, 1361, 1296, 1383]
- story4-headline: पीएम के लिए अभद्र भाषा का प्रयोग करना ओछी राजनीति : भूपेंद्र चौधरी: [7, 766, 430, 833]
- story9-headline: चुनाव में भाजपा के बूथ प्रबंधन से विपक्ष होगा परास्त : धर्मपाल: [7, 1848, 510, 1874]
- divider: [7, 1842, 1507, 1844]
- services-heading: इन सेवाओं के लिए करें कॉल :: [768, 2223, 911, 2238]
- column-rule: [450, 764, 451, 1300]
